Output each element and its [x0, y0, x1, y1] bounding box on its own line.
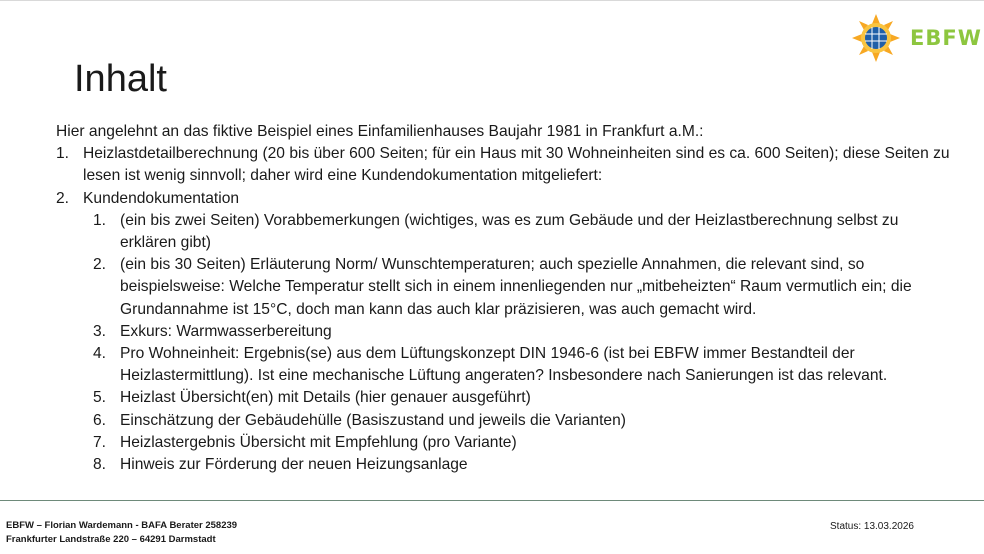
sub-list-item-text: Hinweis zur Förderung der neuen Heizungsanlage: [120, 456, 468, 474]
sub-list-number: 8.: [93, 456, 107, 474]
content-body: [56, 121, 956, 476]
slide-title: Inhalt: [74, 58, 167, 100]
sub-list-item: [56, 210, 956, 254]
list-item: [56, 143, 956, 187]
sub-list-item: [56, 454, 956, 476]
sub-list-item-text: Heizlast Übersicht(en) mit Details (hier genauer ausgeführt): [120, 389, 531, 407]
sub-list-number: 2.: [93, 256, 107, 274]
sub-list-item-text: Einschätzung der Gebäudehülle (Basiszustand und jeweils die Varianten): [120, 411, 626, 429]
logo-text: EBFW: [910, 26, 982, 50]
sub-list-item: [56, 343, 956, 387]
sub-list-number: 7.: [93, 433, 107, 451]
sub-list-item-text: Exkurs: Warmwasserbereitung: [120, 322, 332, 340]
sub-list-item-text: (ein bis 30 Seiten) Erläuterung Norm/ Wunschtemperaturen; auch spezielle Annahmen, die relevant sind, so beispielsweise: Welche Temperatur stellt sich in einem innenliegenden nur „mitbeheizten“ Raum vermutlich ein; die Grundannahme ist 15°C, doch man kann das auch klar präzisieren, was auch gemacht wird.: [120, 256, 912, 318]
footer-line-1: EBFW – Florian Wardemann - BAFA Berater 258239: [6, 520, 238, 531]
sub-list-item-text: Pro Wohneinheit: Ergebnis(se) aus dem Lüftungskonzept DIN 1946-6 (ist bei EBFW immer Bestandteil der Heizlastermittlung). Ist eine mechanische Lüftung angeraten? Insbesondere nach Sanierungen ist das relevant.: [120, 345, 888, 385]
footer-line-2: Frankfurter Landstraße 220 – 64291 Darmstadt: [6, 534, 216, 545]
footer-divider: [0, 500, 984, 501]
sub-list-number: 6.: [93, 411, 107, 429]
intro-text: Hier angelehnt an das fiktive Beispiel eines Einfamilienhauses Baujahr 1981 in Frankfurt a.M.:: [56, 123, 704, 140]
sub-list-item-text: (ein bis zwei Seiten) Vorabbemerkungen (wichtiges, was es zum Gebäude und der Heizlastberechnung selbst zu erklären gibt): [120, 211, 899, 252]
list-item-text: Kundendokumentation: [83, 189, 240, 207]
list-number: 1.: [56, 145, 70, 163]
list-item: [56, 188, 956, 210]
sub-list: [56, 210, 956, 476]
sub-list-number: 1.: [93, 211, 107, 229]
sub-list-item: [56, 254, 956, 321]
footer-status: Status: 13.03.2026: [830, 521, 914, 532]
footer-address: [6, 519, 237, 547]
sub-list-item: [56, 387, 956, 409]
sub-list-item: [56, 410, 956, 432]
top-divider: [0, 0, 984, 1]
main-list: [56, 143, 956, 210]
sub-list-number: 5.: [93, 389, 107, 407]
sub-list-number: 4.: [93, 345, 107, 363]
sub-list-item-text: Heizlastergebnis Übersicht mit Empfehlung (pro Variante): [120, 433, 517, 451]
sub-list-number: 3.: [93, 322, 107, 340]
sub-list-item: [56, 432, 956, 454]
list-item-text: Heizlastdetailberechnung (20 bis über 600 Seiten; für ein Haus mit 30 Wohneinheiten sind es ca. 600 Seiten); diese Seiten zu lesen ist wenig sinnvoll; daher wird eine Kundendokumentation mitgeliefert:: [83, 145, 950, 185]
sub-list-item: [56, 321, 956, 343]
list-number: 2.: [56, 189, 70, 207]
